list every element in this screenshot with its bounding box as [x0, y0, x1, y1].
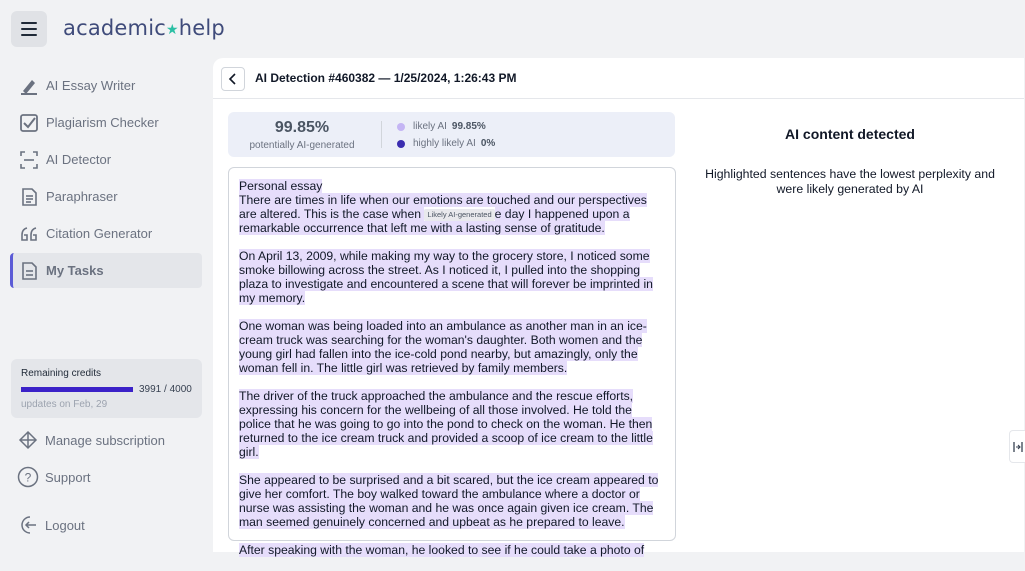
logout-label: Logout — [45, 517, 85, 533]
essay-title — [239, 179, 667, 193]
manage-subscription-label: Manage subscription — [45, 432, 165, 448]
credits-title: Remaining credits — [21, 368, 102, 379]
logo-text-right: help — [178, 16, 225, 40]
sidebar-item-my-tasks[interactable] — [10, 253, 202, 288]
svg-text:?: ? — [24, 470, 32, 485]
quote-icon — [18, 223, 40, 245]
top-bar — [0, 0, 1024, 58]
analyzed-text — [239, 179, 667, 571]
credits-update-note: updates on Feb, 29 — [21, 399, 108, 410]
detection-header — [213, 58, 1024, 99]
app-logo[interactable] — [63, 16, 225, 40]
tasks-icon — [18, 260, 40, 282]
highlighted-sentence: One woman was being loaded into an ambulance as another man in an ice-cream truck was searching for the woman's daughter. Both women and the young girl had fallen into the ice-cold pond nearby, but amazingly, only the woman fell in. The little girl was retrieved by family members. — [239, 319, 647, 375]
highlighted-sentence: On April 13, 2009, while making my way to the grocery store, I noticed some smoke billowing across the street. As I noticed it, I pulled into the shopping plaza to investigate and encountered a scene that will forever be imprinted in my memory. — [239, 249, 653, 305]
highly-likely-ai-label: highly likely AI — [413, 138, 476, 149]
highlighted-sentence: e day I happened upon a remarkable occurrence that left me with a lasting sense of gratitude. — [239, 207, 630, 235]
check-square-icon — [18, 112, 40, 134]
menu-icon-line — [21, 22, 37, 24]
sidebar-item-citation-generator[interactable] — [10, 216, 202, 251]
sidebar-item-label: Plagiarism Checker — [46, 115, 159, 130]
sidebar-item-paraphraser[interactable] — [10, 179, 202, 214]
ai-generated-tooltip: Likely AI-generated — [424, 209, 494, 221]
sidebar-item-label: AI Detector — [46, 152, 112, 167]
sidebar-item-ai-detector[interactable] — [10, 142, 202, 177]
star-icon: ★ — [165, 22, 179, 38]
logout-link[interactable] — [17, 514, 85, 536]
menu-icon-line — [21, 34, 37, 36]
essay-paragraph — [239, 389, 667, 459]
chevron-left-icon — [228, 73, 238, 85]
back-button[interactable] — [221, 67, 245, 91]
page-title: AI Detection #460382 — 1/25/2024, 1:26:43 PM — [255, 71, 517, 85]
legend-likely-ai — [397, 121, 486, 132]
question-icon — [17, 466, 39, 488]
highly-likely-ai-value: 0% — [480, 138, 496, 149]
highlighted-sentence: Personal essay — [239, 179, 323, 193]
document-icon — [18, 186, 40, 208]
sidebar — [0, 58, 212, 552]
highly-likely-ai-dot-icon — [397, 140, 405, 148]
logo-text-left: academic — [63, 16, 166, 40]
result-title: AI content detected — [785, 126, 915, 142]
likely-ai-dot-icon — [397, 123, 405, 131]
remaining-credits-card — [11, 359, 202, 418]
analyzed-text-box[interactable] — [228, 167, 676, 557]
highlighted-sentence: She appeared to be surprised and a bit scared, but the ice cream appeared to give her comfort. The boy walked toward the ambulance where a doctor or nurse was assisting the woman and he was once again given ice cream. The man seemed genuinely concerned and upbeat as he prepared to leave. — [239, 473, 659, 529]
menu-icon-line — [21, 28, 37, 30]
highlighted-sentence: There are times in life when our emotions are touched and our perspectives are altered. This is the case when — [239, 193, 647, 221]
highlighted-sentence: After speaking with the woman, he looked to see if he could take a photo of — [239, 543, 645, 557]
sidebar-item-plagiarism-checker[interactable] — [10, 105, 202, 140]
collapse-icon — [1013, 441, 1023, 453]
hamburger-menu-button[interactable] — [11, 11, 47, 47]
collapse-panel-handle[interactable] — [1009, 430, 1025, 463]
diamond-icon — [17, 429, 39, 451]
sidebar-item-ai-essay-writer[interactable] — [10, 68, 202, 103]
sidebar-item-label: Paraphraser — [46, 189, 118, 204]
essay-paragraph — [239, 249, 667, 305]
sidebar-item-label: Citation Generator — [46, 226, 153, 241]
sidebar-item-label: AI Essay Writer — [46, 78, 136, 93]
support-link[interactable] — [17, 466, 91, 488]
sidebar-item-label: My Tasks — [46, 263, 104, 278]
main-panel — [213, 58, 1024, 557]
scan-icon — [18, 149, 40, 171]
credits-progress-fill — [21, 387, 133, 392]
result-description: Highlighted sentences have the lowest perplexity and were likely generated by AI — [705, 167, 995, 196]
essay-paragraph — [239, 193, 667, 235]
ai-percent-value: 99.85% — [274, 119, 330, 136]
stats-divider — [381, 121, 382, 148]
likely-ai-value: 99.85% — [451, 121, 486, 132]
essay-paragraph — [239, 473, 667, 529]
essay-paragraph — [239, 319, 667, 375]
likely-ai-label: likely AI — [413, 121, 447, 132]
detection-stats — [228, 112, 675, 157]
highlighted-sentence: The driver of the truck approached the ambulance and the rescue efforts, expressing his concern for the wellbeing of all those involved. He told the police that he was going to go into the pond to check on the woman. He then returned to the ice cream truck and provided a scoop of ice cream to the little girl. — [239, 389, 653, 459]
credits-count: 3991 / 4000 — [139, 384, 192, 395]
legend-highly-likely-ai — [397, 138, 495, 149]
support-label: Support — [45, 469, 91, 485]
manage-subscription-link[interactable] — [17, 429, 165, 451]
credits-progress-bar — [21, 387, 133, 392]
logout-icon — [17, 514, 39, 536]
pen-icon — [18, 75, 40, 97]
ai-percent-label: potentially AI-generated — [249, 140, 355, 151]
essay-paragraph — [239, 543, 667, 557]
